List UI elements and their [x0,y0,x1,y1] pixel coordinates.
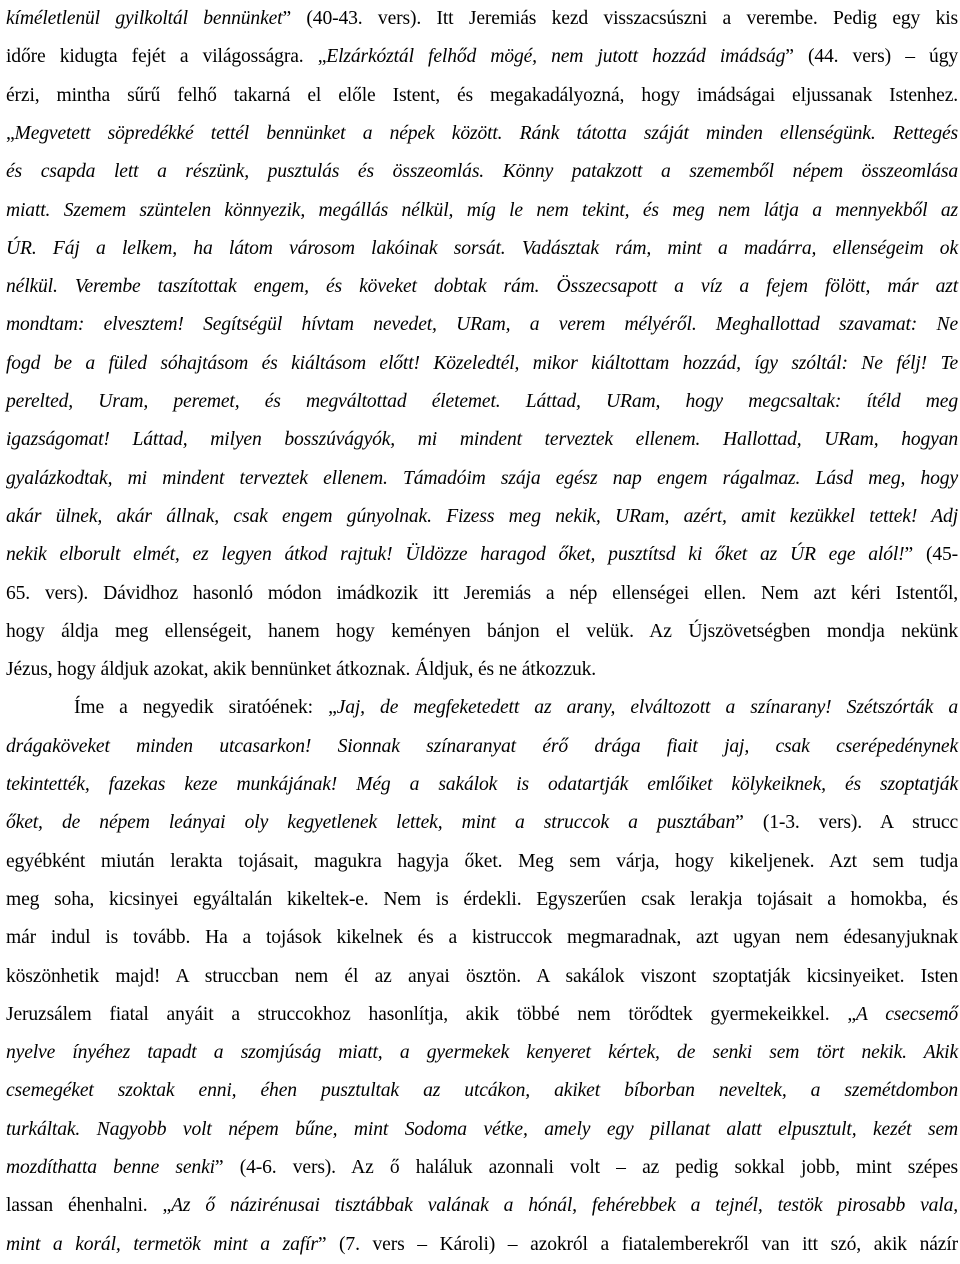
quoted-text: gyalázkodtak, mi mindent terveztek ellenem. Támadóim szája egész nap engem rágalmaz. Lásd meg, hogy [6,467,958,489]
body-text: ” (45- [904,544,959,566]
quoted-text: miatt. Szemem szüntelen könnyezik, megállás nélkül, míg le nem tekint, és meg nem látja a mennyekből az [6,199,958,221]
text-line [6,192,958,230]
text-line [6,383,958,421]
quoted-text: nélkül. Verembe taszítottak engem, és köveket dobtak rám. Összecsapott a víz a fejem fölött, már azt [6,276,958,298]
text-line [6,766,958,804]
quoted-text: mint a korál, termetök mint a zafír [6,1233,318,1255]
text-line [6,996,958,1034]
text-line [6,1226,958,1264]
quoted-text: ÚR. Fáj a lelkem, ha látom városom lakóinak sorsát. Vadásztak rám, mint a madárra, ellenségeim ok [6,237,958,259]
quoted-text: tekintették, fazekas keze munkájának! Még a sakálok is odatartják emlőiket kölykeiknek, és szoptatják [6,774,958,795]
text-line [6,230,958,268]
text-line [6,460,958,498]
text-line [6,536,958,574]
text-line [6,0,958,38]
body-text: ” (4-6. vers). Az ő haláluk azonnali volt – az pedig sokkal jobb, mint szépes [214,1157,958,1178]
text-line [6,153,958,191]
body-text: Jeruzsálem fiatal anyáit a struccokhoz hasonlítja, akik többé nem törődtek gyermekeikkel. „ [6,1003,856,1025]
quoted-text: Jaj, de megfeketedett az arany, elváltozott a színarany! Szétszórták a [336,697,958,719]
body-text: ” (1-3. vers). A strucc [735,812,958,834]
quoted-text: igazságomat! Láttad, milyen bosszúvágyók, mi mindent terveztek ellenem. Hallottad, URam, hogyan [6,429,958,451]
quoted-text: akár ülnek, akár állnak, csak engem gúnyolnak. Fizess meg nekik, URam, azért, amit kezükkel tettek! Adj [6,505,958,527]
body-text: meg soha, kicsinyei egyáltalán kikeltek-e. Nem is érdekli. Egyszerűen csak lerakja tojásait a homokba, és [6,888,958,910]
text-line [6,1034,958,1072]
text-line [6,1149,958,1187]
text-line [6,421,958,459]
quoted-text: őket, de népem leányai oly kegyetlenek lettek, mint a struccok a pusztában [6,812,736,834]
text-line [6,804,958,842]
body-text: hogy áldja meg ellenségeit, hanem hogy keményen bánjon el velük. Az Újszövetségben mondja nekünk [6,620,958,642]
quoted-text: kíméletlenül gyilkoltál bennünket [6,8,283,29]
text-line [6,38,958,76]
body-text: ” (40-43. vers). Itt Jeremiás kezd visszacsúszni a verembe. Pedig egy kis [282,8,958,29]
quoted-text: Megvetett söpredékké tettél bennünket a népek között. Ránk tátotta száját minden ellenségünk. Rettegés [14,122,958,144]
body-text: már indul is tovább. Ha a tojások kikelnek és a kistruccok megmaradnak, azt ugyan nem édesanyjuknak [6,927,958,949]
text-line [6,498,958,536]
quoted-text: perelted, Uram, peremet, és megváltottad életemet. Láttad, URam, hogy megcsaltak: ítéld meg [6,391,958,412]
text-line [6,306,958,344]
quoted-text: turkáltak. Nagyobb volt népem bűne, mint Sodoma vétke, amely egy pillanat alatt elpusztult, kezét sem [6,1118,958,1140]
text-line [6,268,958,306]
quoted-text: mondtam: elvesztem! Segítségül hívtam nevedet, URam, a verem mélyéről. Meghallottad szavamat: Ne [6,314,958,336]
body-text: érzi, mintha sűrű felhő takarná el előle Istent, és megakadályozná, hogy imádságai eljussanak Istenhez. [6,84,958,106]
text-line [6,575,958,613]
body-text: ” (7. vers – Károli) – azokról a fiatalemberekről van itt szó, akik názír [317,1233,958,1255]
quoted-text: mozdíthatta benne senki [6,1157,215,1178]
body-text: „ [6,122,15,144]
text-line [6,958,958,996]
text-line [6,613,958,651]
quoted-text: A csecsemő [855,1003,958,1025]
text-line [6,919,958,957]
body-text: 65. vers). Dávidhoz hasonló módon imádkozik itt Jeremiás a nép ellenségei ellen. Nem azt kéri Istentől, [6,582,958,604]
text-line [6,843,958,881]
text-line [6,1187,958,1225]
body-text: Jézus, hogy áldjuk azokat, akik bennünket átkoznak. Áldjuk, és ne átkozzuk. [6,659,596,681]
body-text: köszönhetik majd! A struccban nem él az anyai ösztön. A sakálok viszont szoptatják kicsinyeiket. Isten [6,965,958,987]
quoted-text: csemegéket szoktak enni, éhen pusztultak az utcákon, akiket bíborban neveltek, a szemétdombon [6,1080,958,1102]
text-line [6,1111,958,1149]
quoted-text: Az ő názirénusai tisztábbak valának a hónál, fehérebbek a tejnél, testök pirosabb vala, [171,1195,958,1217]
text-line [6,115,958,153]
text-line [6,77,958,115]
body-text: egyébként miután lerakta tojásait, magukra hagyja őket. Meg sem várja, hogy kikeljenek. Azt sem tudja [6,850,958,872]
body-text: ” (44. vers) – úgy [785,46,958,68]
body-text: lassan éhenhalni. „ [6,1195,172,1217]
quoted-text: és csapda lett a részünk, pusztulás és összeomlás. Könny patakzott a szememből népem összeomlása [6,161,958,183]
text-line [6,651,958,689]
quoted-text: fogd be a füled sóhajtásom és kiáltásom előtt! Közeledtél, mikor kiáltottam hozzád, így szóltál: Ne félj! Te [6,352,958,374]
text-line [6,1072,958,1110]
text-line [6,345,958,383]
text-line [6,881,958,919]
text-line [6,728,958,766]
text-line [74,689,958,727]
quoted-text: nyelve ínyéhez tapadt a szomjúság miatt, a gyermekek kenyeret kértek, de senki sem tört nekik. Akik [6,1042,958,1064]
body-text: Íme a negyedik siratóének: „ [74,697,337,719]
quoted-text: nekik elborult elmét, ez legyen átkod rajtuk! Üldözze haragod őket, pusztítsd ki őket az ÚR ege alól! [6,544,905,566]
quoted-text: drágaköveket minden utcasarkon! Sionnak színaranyat érő drága fiait jaj, csak cserépedénynek [6,735,958,757]
body-text: időre kidugta fejét a világosságra. „ [6,46,327,68]
quoted-text: Elzárkóztál felhőd mögé, nem jutott hozzád imádság [326,46,786,68]
